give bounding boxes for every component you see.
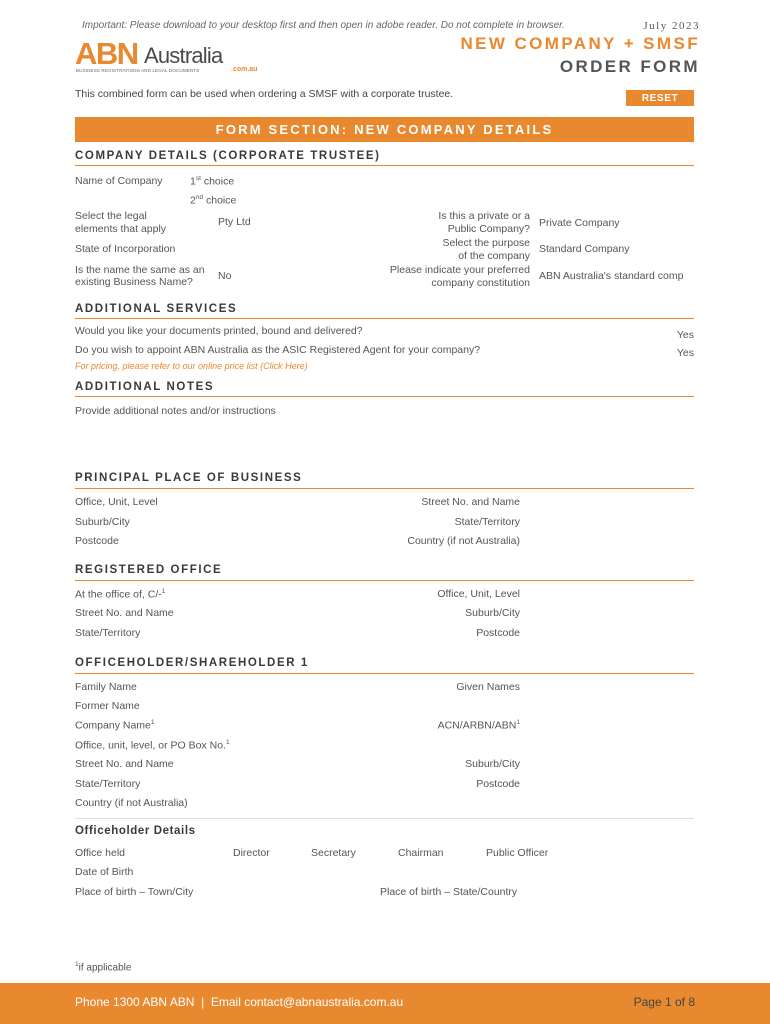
private-public-label-1: Is this a private or a: [438, 210, 530, 222]
second-choice-suffix: nd: [195, 194, 204, 201]
office-held-label: Office held: [75, 847, 126, 859]
second-choice-word: choice: [203, 194, 237, 207]
oh-postcode-label: Postcode: [476, 778, 520, 790]
oh-suburb-label: Suburb/City: [465, 758, 520, 770]
ro-state-label: State/Territory: [75, 627, 141, 639]
oh-country-label: Country (if not Australia): [75, 797, 188, 809]
first-choice-suffix: st: [195, 175, 201, 182]
footnote-marker: 1: [225, 739, 230, 746]
dob-label: Date of Birth: [75, 866, 134, 878]
principal-place-heading: PRINCIPAL PLACE OF BUSINESS: [75, 472, 303, 484]
second-choice-number: 2: [190, 194, 196, 207]
ppb-country-label: Country (if not Australia): [407, 535, 520, 547]
oh-family-name-label: Family Name: [75, 681, 137, 693]
footnote: [75, 961, 131, 973]
ro-postcode-label: Postcode: [476, 627, 520, 639]
purpose-select[interactable]: Standard Company: [539, 243, 630, 255]
form-date: July 2023: [643, 20, 700, 32]
divider: [75, 818, 694, 819]
pob-town-label: Place of birth – Town/City: [75, 886, 194, 898]
footnote-marker: 1: [516, 719, 520, 726]
officeholder-heading: OFFICEHOLDER/SHAREHOLDER 1: [75, 657, 309, 669]
footer-page-number: Page 1 of 8: [633, 995, 695, 1009]
legal-elements-label-1: Select the legal: [75, 210, 147, 222]
same-name-label-1: Is the name the same as an: [75, 264, 205, 276]
oh-given-names-label: Given Names: [456, 681, 520, 693]
constitution-label-2: company constitution: [431, 277, 530, 289]
first-choice-label: [190, 175, 234, 188]
second-choice-label: [190, 194, 236, 207]
form-section-banner: [75, 117, 694, 142]
oh-street-label: Street No. and Name: [75, 758, 174, 770]
same-name-label-2: existing Business Name?: [75, 276, 193, 288]
ro-care-of-text: At the office of, C/-: [75, 588, 162, 601]
footnote-marker: 1: [150, 719, 155, 726]
ro-office-label: Office, Unit, Level: [437, 588, 520, 600]
footnote-marker: 1: [75, 961, 79, 968]
ppb-state-label: State/Territory: [454, 516, 520, 528]
additional-notes-heading: ADDITIONAL NOTES: [75, 381, 215, 393]
ppb-office-label: Office, Unit, Level: [75, 496, 158, 508]
divider: [75, 580, 694, 581]
footer-contact: Phone 1300 ABN ABN | Email contact@abnaustralia.com.au: [75, 995, 404, 1009]
legal-elements-label-2: elements that apply: [75, 223, 167, 235]
company-details-heading: COMPANY DETAILS (CORPORATE TRUSTEE): [75, 150, 381, 162]
purpose-label-2: of the company: [458, 250, 530, 262]
divider: [75, 488, 694, 489]
role-director-checkbox[interactable]: Director: [233, 847, 270, 859]
oh-company-name-label: [75, 719, 155, 732]
additional-notes-label: Provide additional notes and/or instructions: [75, 405, 276, 417]
form-section-title: FORM SECTION: NEW COMPANY DETAILS: [215, 122, 554, 137]
officeholder-details-heading: Officeholder Details: [75, 825, 196, 837]
divider: [75, 673, 694, 674]
download-notice: Important: Please download to your desktop first and then open in adobe reader. Do not complete in browser.: [82, 20, 565, 31]
page-title-line2: ORDER FORM: [559, 57, 700, 76]
constitution-select[interactable]: ABN Australia's standard comp: [539, 270, 684, 282]
oh-office-box-label: [75, 739, 230, 752]
registered-agent-question: Do you wish to appoint ABN Australia as the ASIC Registered Agent for your company?: [75, 344, 481, 356]
oh-state-label: State/Territory: [75, 778, 141, 790]
same-name-select[interactable]: No: [218, 270, 232, 282]
ppb-street-label: Street No. and Name: [421, 496, 520, 508]
divider: [75, 396, 694, 397]
legal-elements-select[interactable]: Pty Ltd: [218, 216, 251, 228]
second-choice-input[interactable]: [245, 191, 694, 207]
ro-suburb-label: Suburb/City: [465, 607, 520, 619]
print-bound-select[interactable]: Yes: [676, 329, 694, 341]
additional-notes-textarea[interactable]: [75, 420, 694, 460]
oh-acn-text: ACN/ARBN/ABN: [437, 719, 517, 732]
registered-agent-select[interactable]: Yes: [676, 347, 694, 359]
first-choice-input[interactable]: [245, 172, 694, 188]
oh-company-name-text: Company Name: [75, 719, 151, 732]
oh-office-box-text: Office, unit, level, or PO Box No.: [75, 739, 226, 752]
purpose-label-1: Select the purpose: [442, 237, 530, 249]
role-secretary-checkbox[interactable]: Secretary: [311, 847, 356, 859]
logo-tagline: BUSINESS REGISTRATIONS AND LEGAL DOCUMENTS: [76, 68, 200, 73]
pob-state-label: Place of birth – State/Country: [380, 886, 518, 898]
intro-text: This combined form can be used when ordering a SMSF with a corporate trustee.: [75, 88, 454, 100]
company-name-label: Name of Company: [75, 175, 163, 187]
logo-abn-text: ABN: [75, 36, 138, 71]
role-chairman-checkbox[interactable]: Chairman: [398, 847, 444, 859]
role-public-officer-checkbox[interactable]: Public Officer: [486, 847, 549, 859]
oh-acn-label: [330, 719, 520, 732]
divider: [75, 318, 694, 319]
footnote-marker: 1: [161, 588, 166, 595]
logo-domain: .com.au: [231, 66, 258, 73]
pricing-link[interactable]: For pricing, please refer to our online price list (Click Here): [75, 361, 308, 371]
print-bound-question: Would you like your documents printed, bound and delivered?: [75, 325, 363, 337]
first-choice-number: 1: [190, 175, 196, 188]
oh-former-name-label: Former Name: [75, 700, 140, 712]
ppb-postcode-label: Postcode: [75, 535, 119, 547]
ppb-suburb-label: Suburb/City: [75, 516, 130, 528]
first-choice-word: choice: [200, 175, 235, 188]
logo-australia-text: Australia: [144, 43, 223, 68]
additional-services-heading: ADDITIONAL SERVICES: [75, 303, 238, 315]
private-public-select[interactable]: Private Company: [539, 217, 620, 229]
ro-street-label: Street No. and Name: [75, 607, 174, 619]
state-incorporation-label: State of Incorporation: [75, 243, 176, 255]
registered-office-heading: REGISTERED OFFICE: [75, 564, 223, 576]
page-title-line1: NEW COMPANY + SMSF: [460, 34, 700, 53]
reset-button[interactable]: RESET: [626, 90, 694, 106]
ro-care-of-label: [75, 588, 165, 601]
divider: [75, 165, 694, 166]
footnote-text: if applicable: [78, 962, 132, 974]
footer-bar: [0, 983, 770, 1024]
constitution-label-1: Please indicate your preferred: [389, 264, 530, 276]
state-incorporation-select[interactable]: [218, 240, 358, 256]
private-public-label-2: Public Company?: [447, 223, 530, 235]
abn-logo: [75, 36, 275, 76]
